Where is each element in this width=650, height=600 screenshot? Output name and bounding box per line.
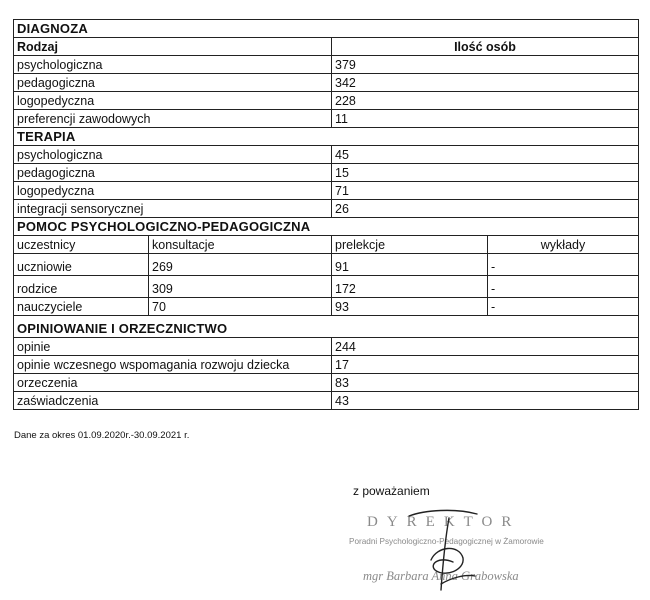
table-row xyxy=(14,356,639,374)
section-title-terapia: TERAPIA xyxy=(14,128,639,146)
stamp-institution: Poradni Psychologiczno-Pedagogicznej w Żamorowie xyxy=(349,537,544,546)
row-consultations: 269 xyxy=(149,254,332,276)
table-row xyxy=(14,254,639,276)
row-value: 83 xyxy=(332,374,639,392)
row-value: 244 xyxy=(332,338,639,356)
table-row xyxy=(14,74,639,92)
row-lectures: 91 xyxy=(332,254,488,276)
row-label: opinie wczesnego wspomagania rozwoju dziecka xyxy=(14,356,332,374)
row-value: 71 xyxy=(332,182,639,200)
row-value: 379 xyxy=(332,56,639,74)
row-label: opinie xyxy=(14,338,332,356)
row-label: psychologiczna xyxy=(14,146,332,164)
row-label: preferencji zawodowych xyxy=(14,110,332,128)
section-title-diagnoza: DIAGNOZA xyxy=(14,20,639,38)
row-label: uczniowie xyxy=(14,254,149,276)
row-label: pedagogiczna xyxy=(14,164,332,182)
table-row xyxy=(14,298,639,316)
row-label: logopedyczna xyxy=(14,182,332,200)
row-label: psychologiczna xyxy=(14,56,332,74)
row-value: 43 xyxy=(332,392,639,410)
table-row xyxy=(14,164,639,182)
row-value: 342 xyxy=(332,74,639,92)
row-consultations: 70 xyxy=(149,298,332,316)
date-range-note: Dane za okres 01.09.2020r.-30.09.2021 r. xyxy=(14,430,190,441)
section-title-pomoc: POMOC PSYCHOLOGICZNO-PEDAGOGICZNA xyxy=(14,218,639,236)
row-value: 11 xyxy=(332,110,639,128)
director-stamp-signature xyxy=(345,504,635,594)
row-label: integracji sensorycznej xyxy=(14,200,332,218)
row-value: 17 xyxy=(332,356,639,374)
row-talks: - xyxy=(488,298,639,316)
row-consultations: 309 xyxy=(149,276,332,298)
table-row xyxy=(14,374,639,392)
row-lectures: 93 xyxy=(332,298,488,316)
row-label: rodzice xyxy=(14,276,149,298)
statistics-table xyxy=(13,19,639,410)
row-label: orzeczenia xyxy=(14,374,332,392)
stamp-title: DYREKTOR xyxy=(367,514,521,530)
row-value: 45 xyxy=(332,146,639,164)
row-value: 26 xyxy=(332,200,639,218)
table-row xyxy=(14,92,639,110)
row-label: pedagogiczna xyxy=(14,74,332,92)
table-row xyxy=(14,392,639,410)
row-label: logopedyczna xyxy=(14,92,332,110)
row-talks: - xyxy=(488,276,639,298)
table-row xyxy=(14,200,639,218)
table-row xyxy=(14,56,639,74)
column-header-participants: uczestnicy xyxy=(14,236,149,254)
table-row xyxy=(14,182,639,200)
row-talks: - xyxy=(488,254,639,276)
table-row xyxy=(14,276,639,298)
section-title-opiniowanie: OPINIOWANIE I ORZECZNICTWO xyxy=(14,316,639,338)
table-row xyxy=(14,110,639,128)
column-header-talks: wykłady xyxy=(488,236,639,254)
table-row xyxy=(14,338,639,356)
closing-phrase: z poważaniem xyxy=(353,484,430,498)
column-header-lectures: prelekcje xyxy=(332,236,488,254)
column-header-consultations: konsultacje xyxy=(149,236,332,254)
row-label: nauczyciele xyxy=(14,298,149,316)
column-header-type: Rodzaj xyxy=(14,38,332,56)
stamp-name: mgr Barbara Anna Grabowska xyxy=(363,569,519,583)
table-row xyxy=(14,146,639,164)
row-lectures: 172 xyxy=(332,276,488,298)
row-label: zaświadczenia xyxy=(14,392,332,410)
row-value: 15 xyxy=(332,164,639,182)
column-header-count: Ilość osób xyxy=(332,38,639,56)
row-value: 228 xyxy=(332,92,639,110)
